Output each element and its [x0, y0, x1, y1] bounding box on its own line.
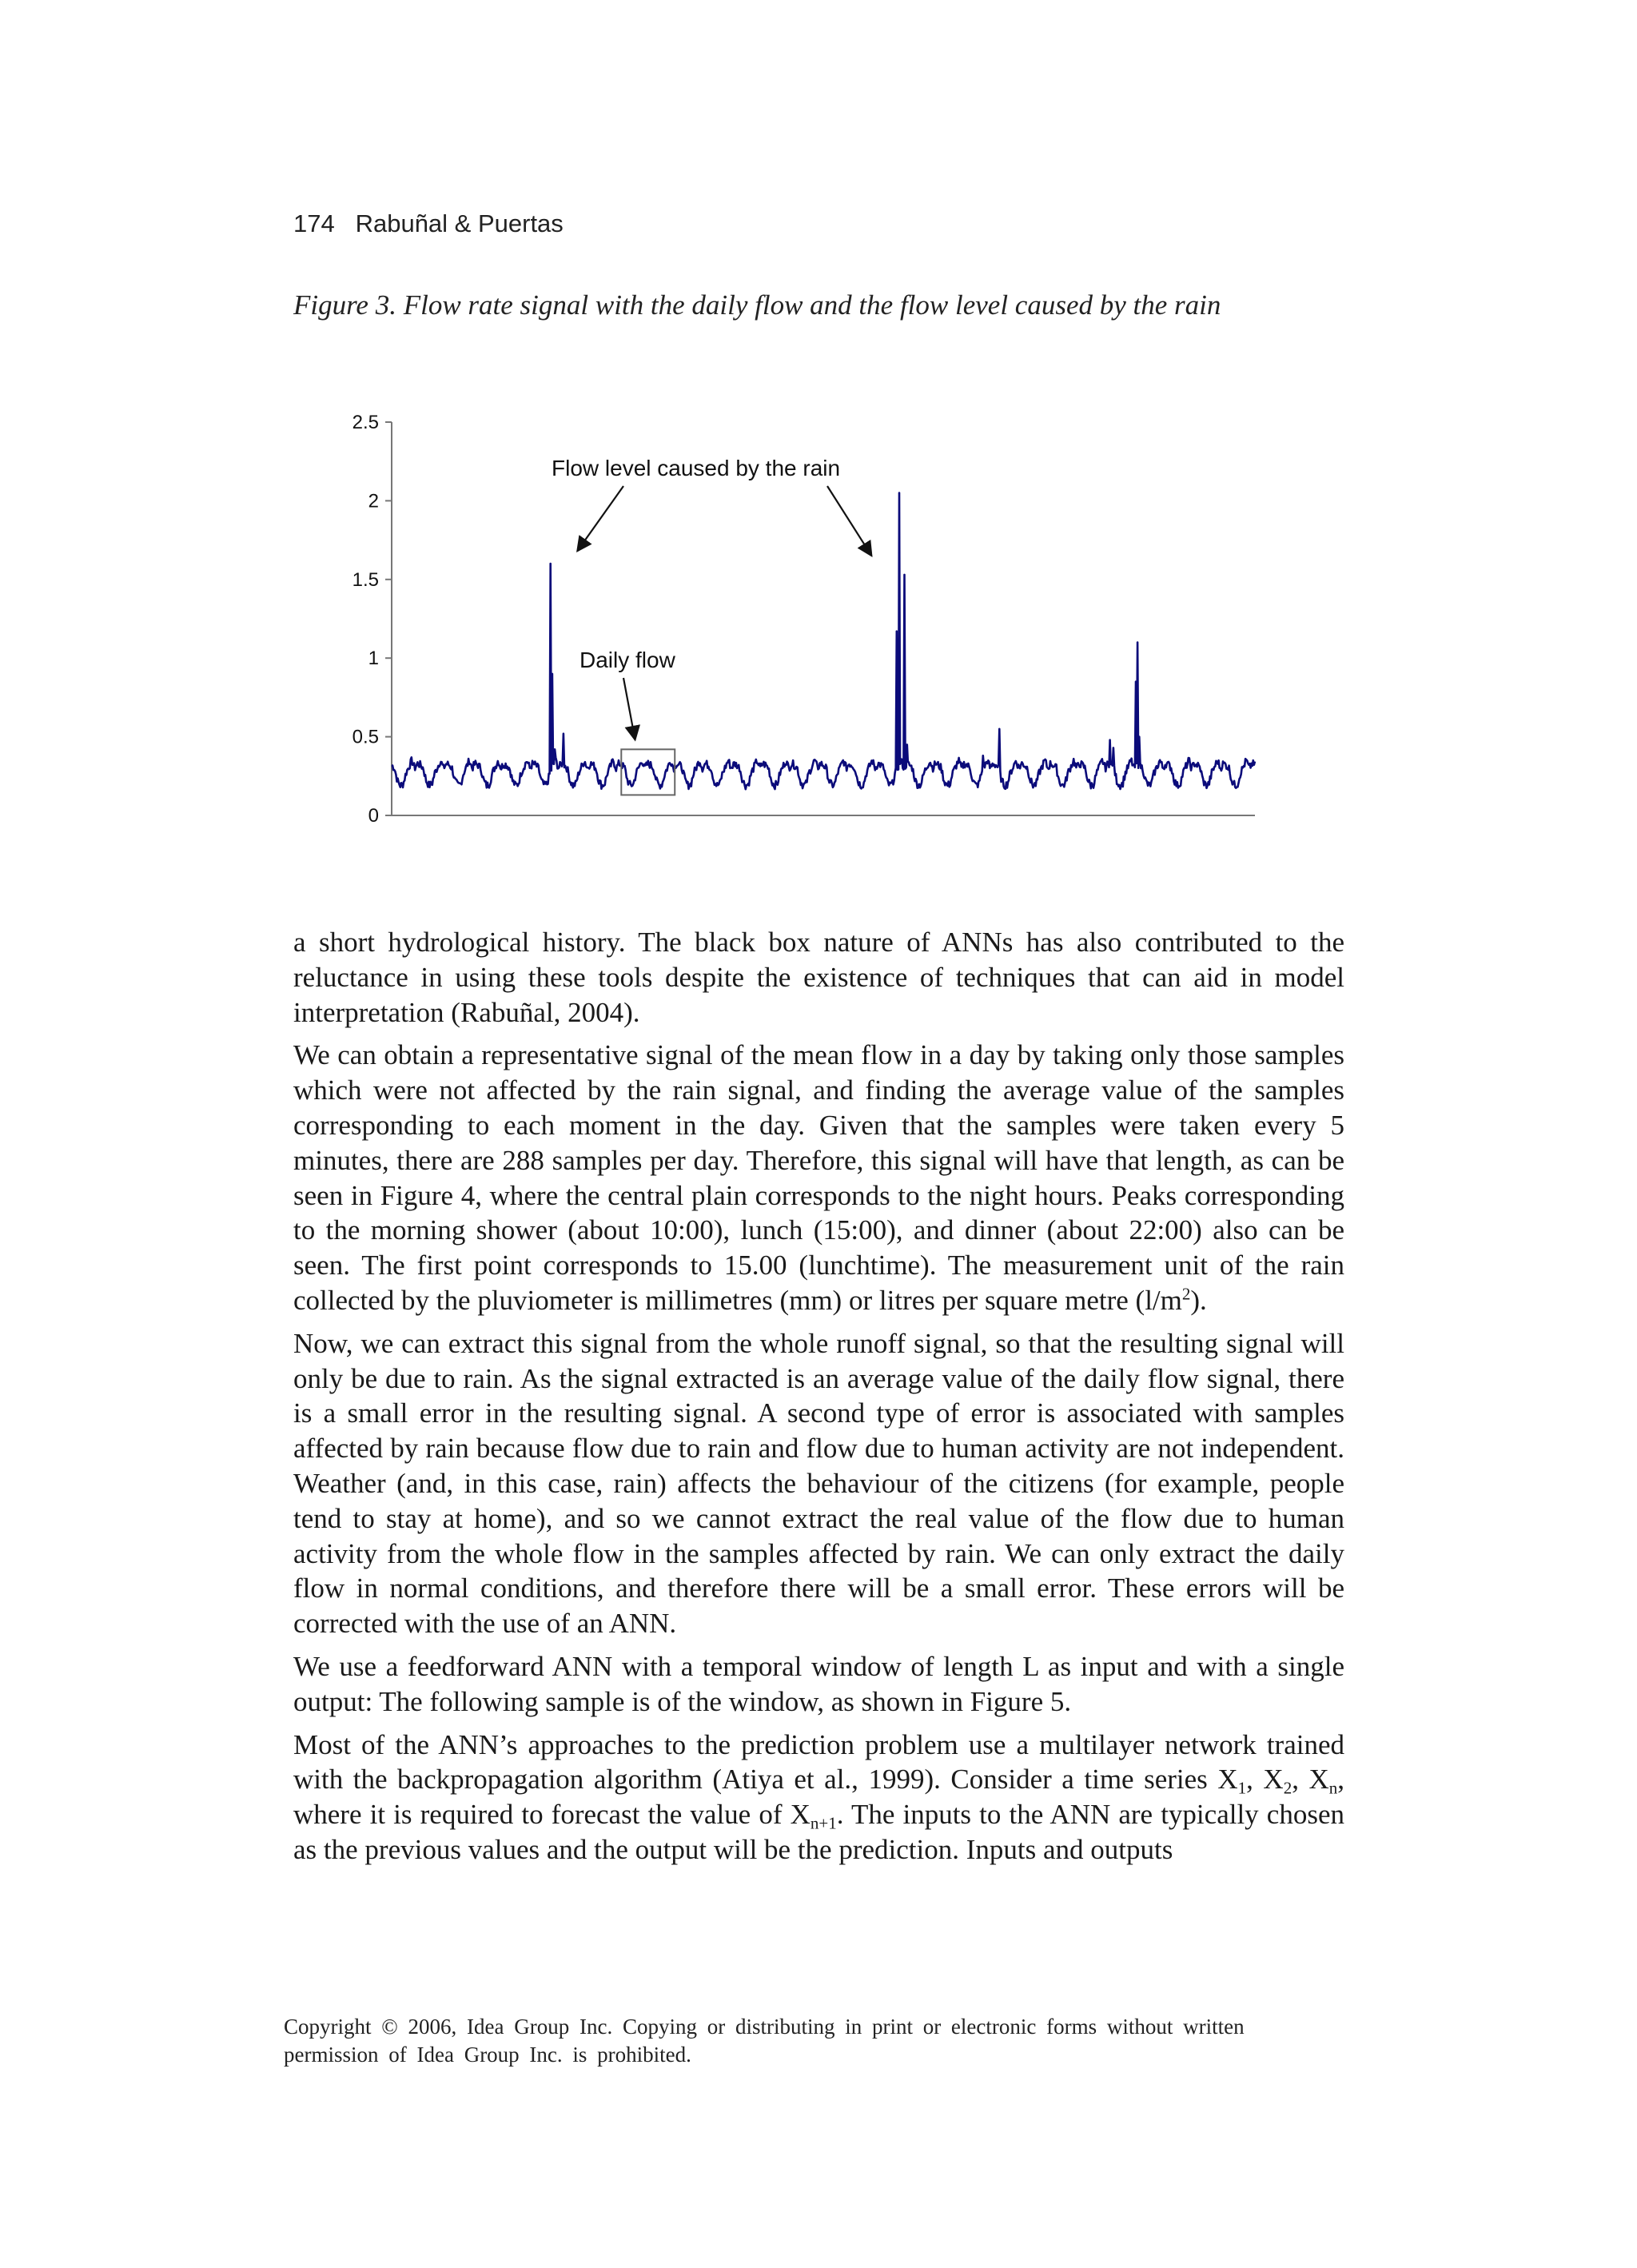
y-tick-label: 0 — [368, 805, 379, 827]
annotation-daily-flow-box — [621, 749, 675, 795]
paragraph-5: Most of the ANN’s approaches to the prediction problem use a multilayer network trained with the backpropagation algorithm (Atiya et al., 1999). Consider a time series $X_1$, $X_2$, $X_n$, where it is required to forecast the value of $X_{n+1}$. The inputs to the ANN are typically chosen as the previous values and the output will be the prediction. Inputs and outputs — [293, 1728, 1344, 1865]
copyright-notice: Copyright © 2006, Idea Group Inc. Copying or distributing in print or electronic forms without written permission of Idea Group Inc. is prohibited. — [284, 2015, 1245, 2067]
paragraph-2: We can obtain a representative signal of the mean flow in a day by taking only those samples which were not affected by the rain signal, and finding the average value of the samples corresponding to each moment in the day. Given that the samples were taken every 5 minutes, there are 288 samples per day. Therefore, this signal will have that length, as can be seen in Figure 4, where the central plain corresponds to the night hours. Peaks corresponding to the morning shower (about 10:00), lunch (15:00), and dinner (about 22:00) also can be seen. The first point corresponds to 15.00 (lunchtime). The measurement unit of the rain collected by the pluviometer is millimetres (mm) or litres per square metre $(l/m^2)$. — [293, 1039, 1344, 1316]
annotation-daily-flow-label: Daily flow — [580, 648, 675, 672]
annotation-daily-flow-arrow — [623, 678, 635, 740]
running-header — [293, 209, 564, 238]
chart-series — [392, 493, 1255, 790]
annotation-rain-arrow-left — [577, 486, 623, 551]
body-text — [293, 925, 1344, 1875]
y-tick-label: 0.5 — [352, 726, 379, 748]
y-tick-label: 2 — [368, 490, 379, 512]
page-number: 174 — [293, 209, 335, 237]
y-tick-label: 1.5 — [352, 568, 379, 591]
flow-rate-chart — [304, 392, 1279, 839]
running-authors: Rabuñal & Puertas — [355, 209, 564, 237]
flow-rate-series-line — [392, 493, 1255, 790]
paragraph-1: a short hydrological history. The black box nature of ANNs has also contributed to the reluctance in using these tools despite the existence of techniques that can aid in model interpretation (Rabuñal, 2004). — [293, 927, 1344, 1028]
annotation-rain-arrow-right — [827, 486, 871, 556]
y-tick-label: 1 — [368, 648, 379, 670]
paragraph-4: We use a feedforward ANN with a temporal window of length L as input and with a single output: The following sample is of the window, as shown in Figure 5. — [293, 1650, 1344, 1717]
chart-annotations — [552, 456, 871, 795]
annotation-rain-label: Flow level caused by the rain — [552, 456, 841, 480]
figure-caption: Figure 3. Flow rate signal with the daily flow and the flow level caused by the rain — [293, 289, 1221, 321]
paragraph-3: Now, we can extract this signal from the whole runoff signal, so that the resulting signal will only be due to rain. As the signal extracted is an average value of the daily flow signal, there is a small error in the resulting signal. A second type of error is associated with samples affected by rain because flow due to rain and flow due to human activity are not independent. Weather (and, in this case, rain) affects the behaviour of the citizens (for example, people tend to stay at home), and so we cannot extract the real value of the flow due to human activity from the whole flow in the samples affected by rain. We can only extract the daily flow in normal conditions, and therefore there will be a small error. These errors will be corrected with the use of an ANN. — [293, 1327, 1344, 1640]
y-tick-label: 2.5 — [352, 412, 379, 433]
